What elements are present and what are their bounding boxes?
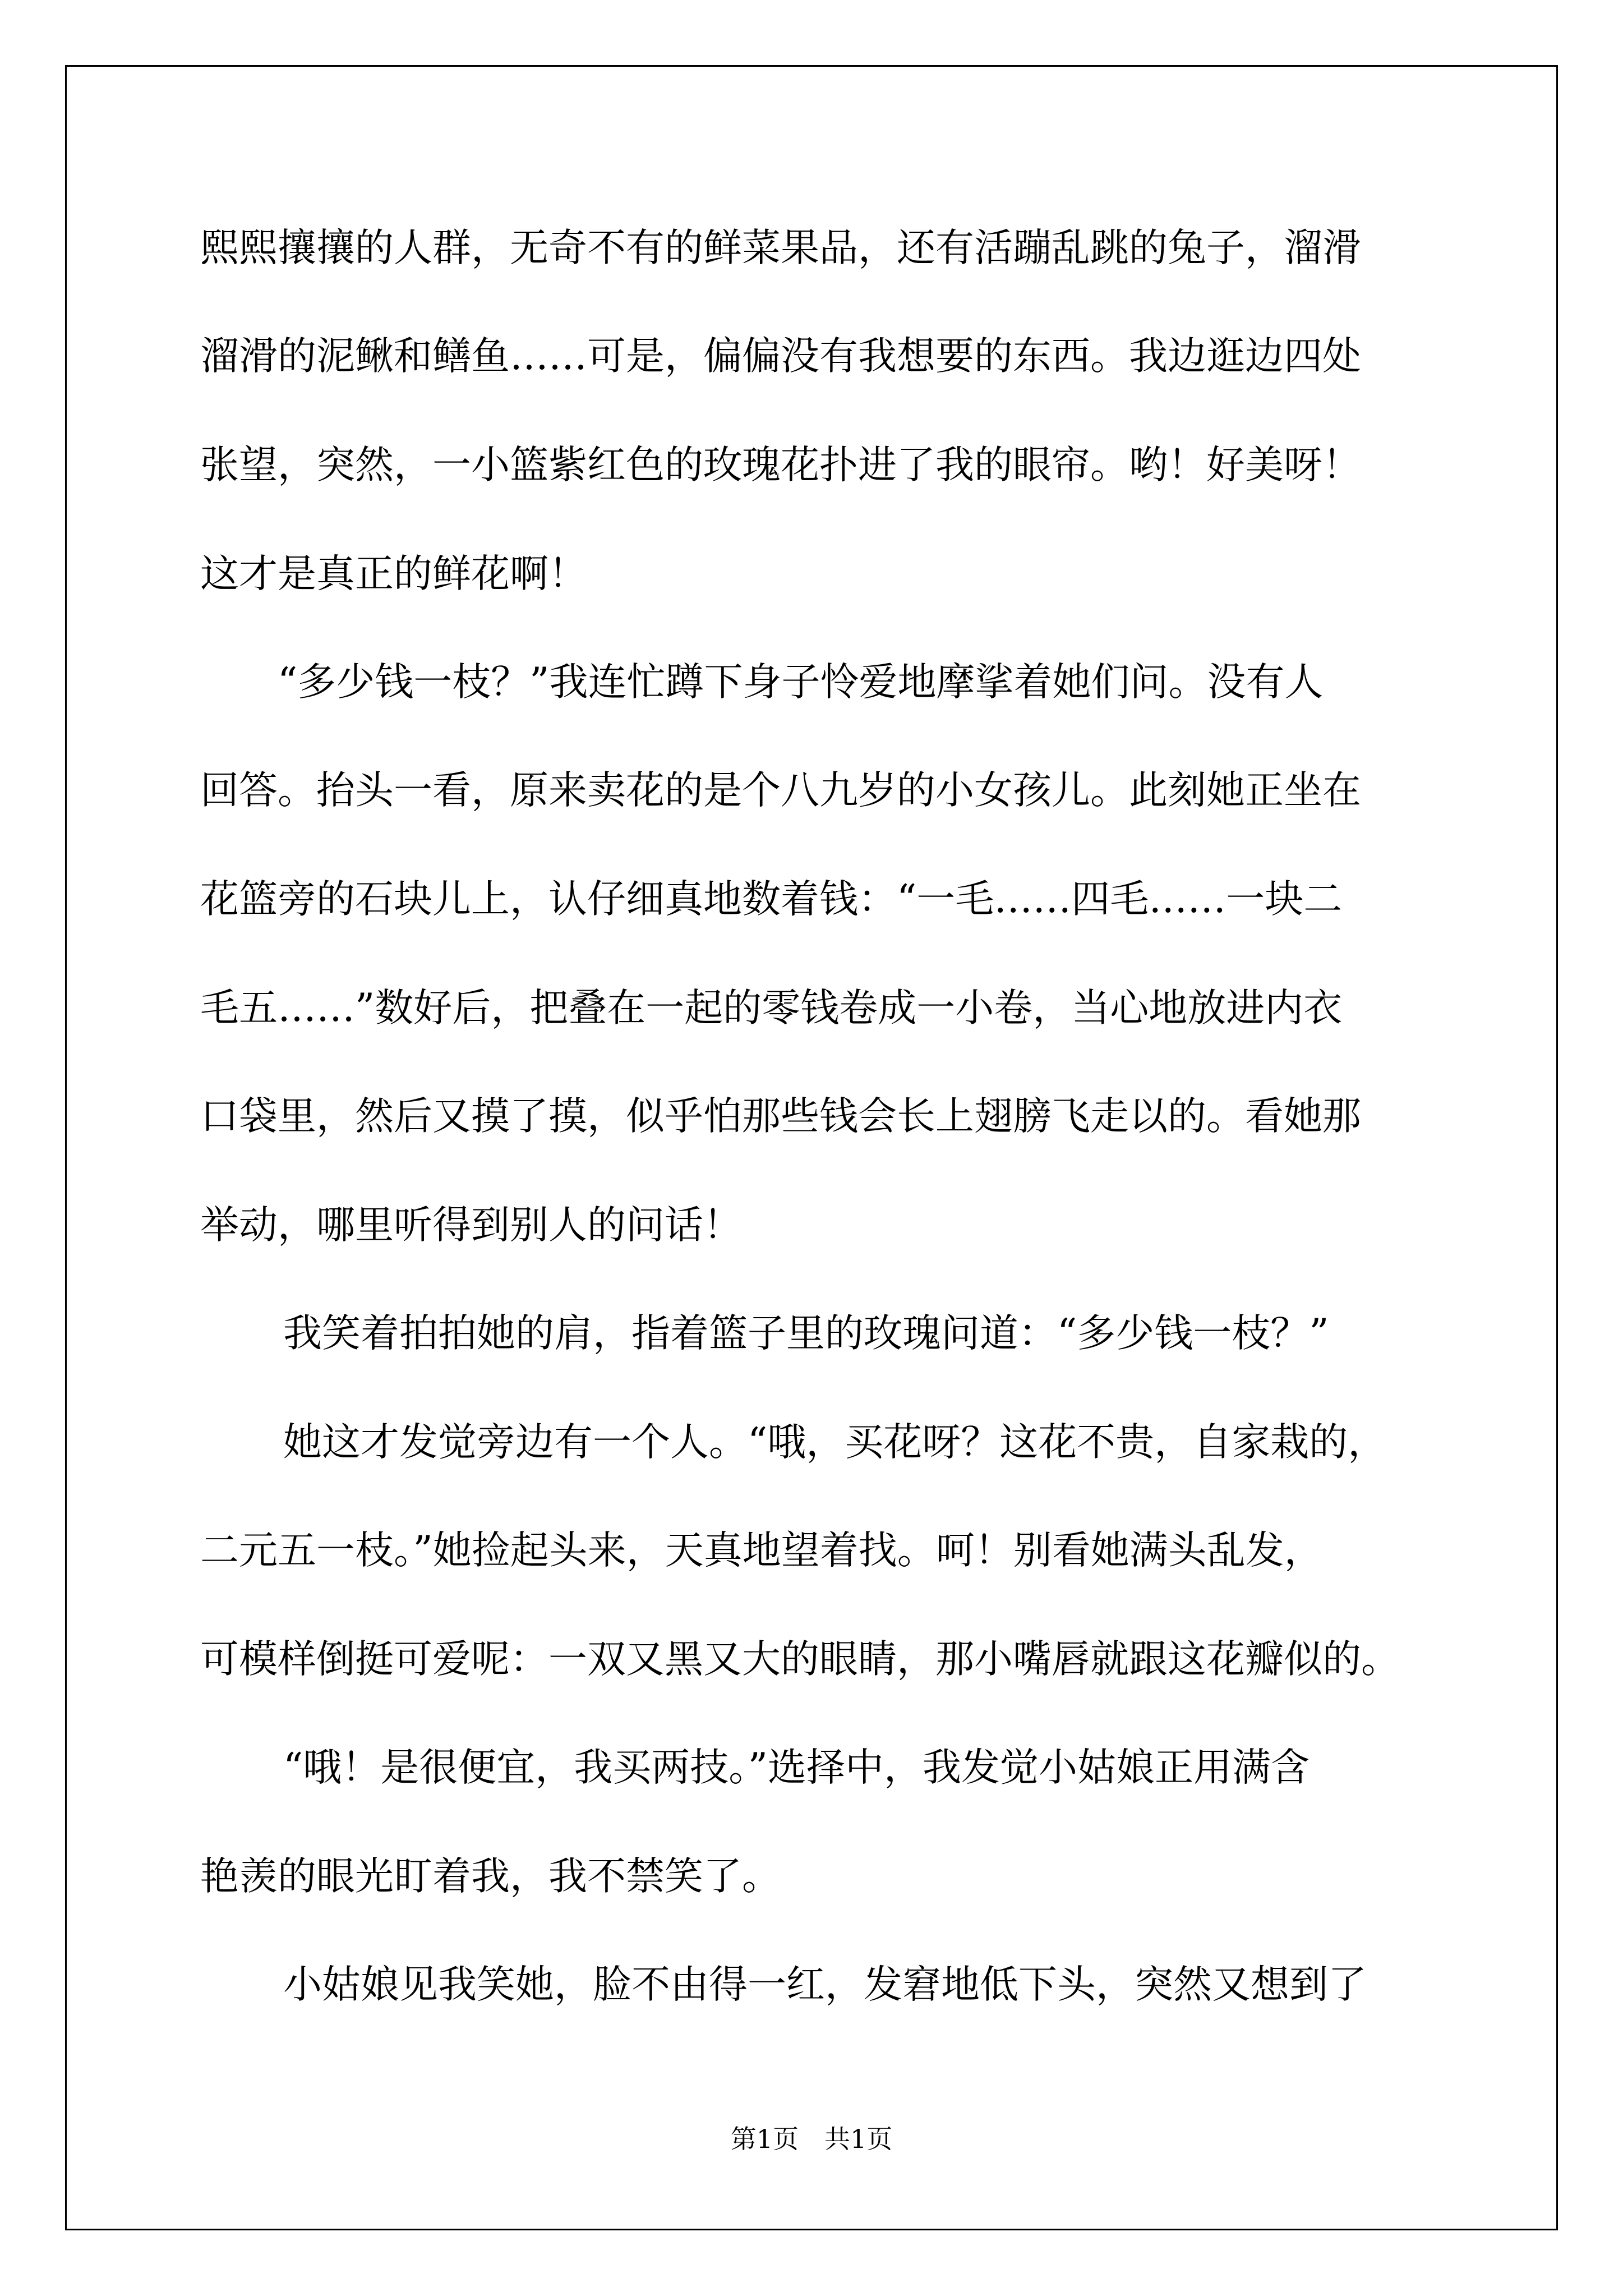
text-line: 她这才发觉旁边有一个人。“哦，买花呀？这花不贵，自家栽的， (283, 1420, 1387, 1465)
text-line: 艳羡的眼光盯着我，我不禁笑了。 (200, 1854, 781, 1899)
text-line: 小姑娘见我笑她，脸不由得一红，发窘地低下头，突然又想到了 (283, 1962, 1367, 2007)
text-line: 这才是真正的鲜花啊！ (200, 551, 587, 596)
text-line: 举动，哪里听得到别人的问话！ (200, 1203, 742, 1248)
text-line: 溜滑的泥鳅和鳝鱼……可是，偏偏没有我想要的东西。我边逛边四处 (200, 334, 1361, 379)
page-border (65, 65, 1558, 2230)
text-line: 可模样倒挺可爱呢：一双又黑又大的眼睛，那小嘴唇就跟这花瓣似的。 (200, 1637, 1400, 1682)
text-line: 二元五一枝。”她捡起头来，天真地望着找。呵！别看她满头乱发， (200, 1528, 1323, 1573)
text-line: 张望，突然，一小篮紫红色的玫瑰花扑进了我的眼帘。哟！好美呀！ (200, 443, 1361, 487)
text-line: 口袋里，然后又摸了摸，似乎怕那些钱会长上翅膀飞走以的。看她那 (200, 1094, 1361, 1139)
text-line: “哦！是很便宜，我买两技。”选择中，我发觉小姑娘正用满含 (283, 1745, 1310, 1790)
text-line: 熙熙攘攘的人群，无奇不有的鲜菜果品，还有活蹦乱跳的兔子，溜滑 (200, 226, 1361, 270)
text-line: “多少钱一枝？”我连忙蹲下身子怜爱地摩挲着她们问。没有人 (278, 660, 1324, 705)
page-number-footer: 第1页 共1页 (730, 2124, 893, 2154)
text-line: 毛五……”数好后，把叠在一起的零钱卷成一小卷，当心地放进内衣 (200, 986, 1343, 1030)
text-line: 我笑着拍拍她的肩，指着篮子里的玫瑰问道：“多少钱一枝？” (283, 1311, 1329, 1356)
text-line: 花篮旁的石块儿上，认仔细真地数着钱：“一毛……四毛……一块二 (200, 877, 1343, 922)
text-line: 回答。抬头一看，原来卖花的是个八九岁的小女孩儿。此刻她正坐在 (200, 768, 1361, 813)
